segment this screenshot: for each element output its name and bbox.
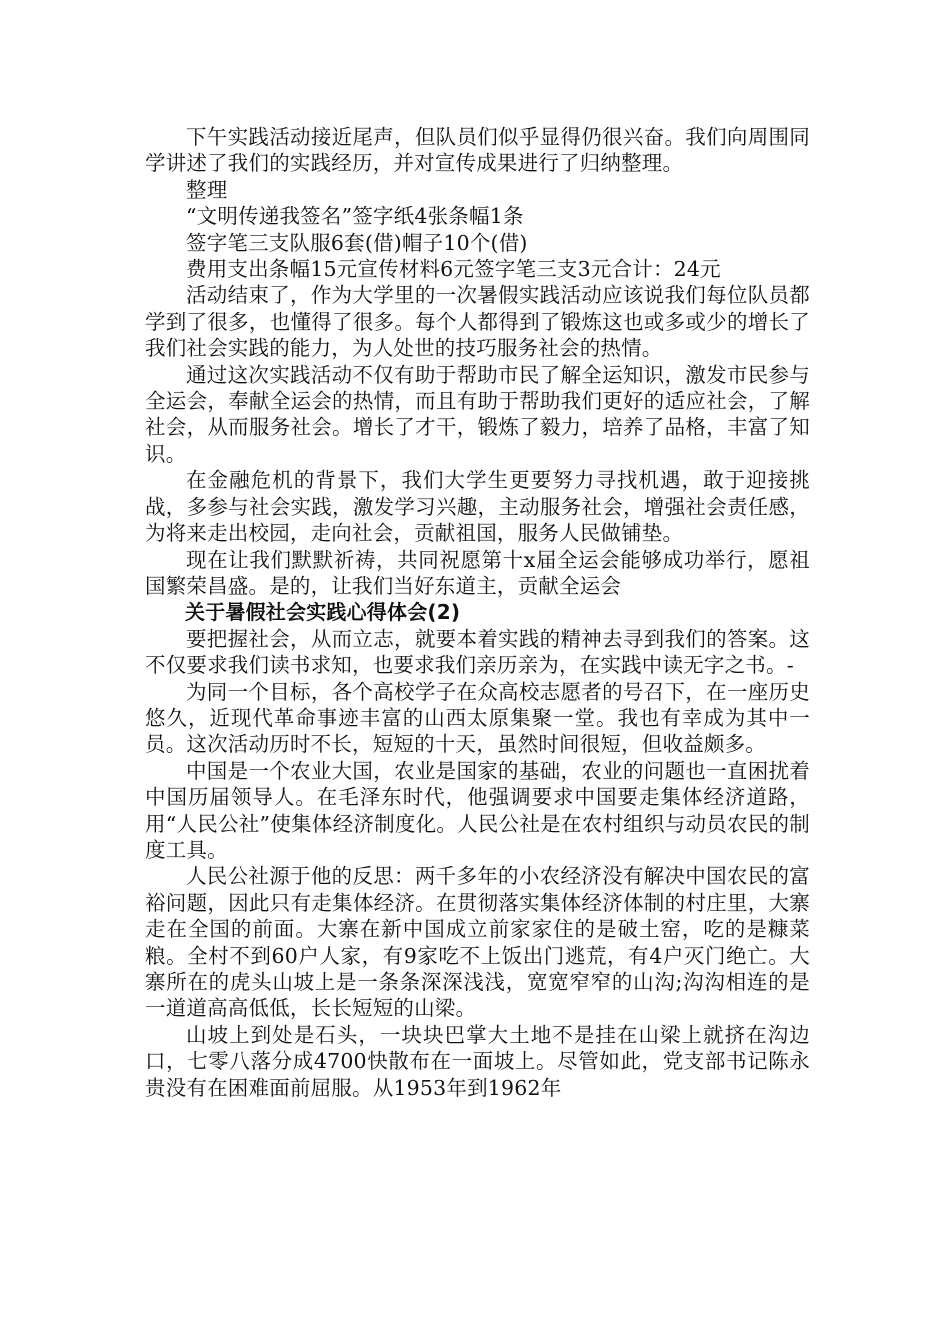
paragraph-same-goal: 为同一个目标，各个高校学子在众高校志愿者的号召下，在一座历史悠久，近现代革命事迹丰富的山西太原集聚一堂。我也有幸成为其中一员。这次活动历时不长，短短的十天，虽然时间很短，但收益颇多。 (145, 679, 810, 757)
paragraph-prayer: 现在让我们默默祈祷，共同祝愿第十x届全运会能够成功举行，愿祖国繁荣昌盛。是的，让我们当好东道主，贡献全运会 (145, 547, 810, 598)
paragraph-organize: 整理 (186, 177, 228, 202)
paragraph-grasp-society: 要把握社会，从而立志，就要本着实践的精神去寻到我们的答案。这不仅要求我们读书求知，也要求我们亲历亲为，在实践中读无字之书。- (145, 626, 810, 678)
paragraph-equipment: 签字笔三支队服6套(借)帽子10个(借) (186, 230, 528, 255)
paragraph-peoples-commune: 人民公社源于他的反思：两千多年的小农经济没有解决中国农民的富裕问题，因此只有走集体经济。在贯彻落实集体经济体制的村庄里，大寨走在全国的前面。大寨在新中国成立前家家住的是破土窑，吃的是糠菜粮。全村不到60户人家，有9家吃不上饭出门逃荒，有4户灭门绝亡。大寨所在的虎头山坡上是一条条深深浅浅，宽宽窄窄的山沟;沟沟相连的是一道道高高低低，长长短短的山梁。 (145, 864, 810, 1021)
paragraph-agriculture: 中国是一个农业大国，农业是国家的基础，农业的问题也一直困扰着中国历届领导人。在毛泽东时代，他强调要求中国要走集体经济道路，用“人民公社”使集体经济制度化。人民公社是在农村组织与动员农民的制度工具。 (145, 758, 810, 862)
paragraph-activity-summary: 活动结束了，作为大学里的一次暑假实践活动应该说我们每位队员都学到了很多，也懂得了很多。每个人都得到了锻炼这也或多或少的增长了我们社会实践的能力，为人处世的技巧服务社会的热情。 (145, 283, 810, 361)
paragraph-benefits: 通过这次实践活动不仅有助于帮助市民了解全运知识，激发市民参与全运会，奉献全运会的热情，而且有助于帮助我们更好的适应社会，了解社会，从而服务社会。增长了才干，锻炼了毅力，培养了品格，丰富了知识。 (145, 362, 810, 466)
section-heading: 关于暑假社会实践心得体会(2) (185, 600, 461, 625)
paragraph-practice-end: 下午实践活动接近尾声，但队员们似乎显得仍很兴奋。我们向周围同学讲述了我们的实践经历，并对宣传成果进行了归纳整理。 (145, 125, 810, 176)
paragraph-materials: “文明传递我签名”签字纸4张条幅1条 (186, 204, 524, 229)
document-page (145, 124, 810, 1101)
paragraph-hillside: 山坡上到处是石头，一块块巴掌大土地不是挂在山梁上就挤在沟边口，七零八落分成4700快散布在一面坡上。尽管如此，党支部书记陈永贵没有在困难面前屈服。从1953年到1962年 (145, 1022, 810, 1100)
paragraph-expenses: 费用支出条幅15元宣传材料6元签字笔三支3元合计：24元 (186, 257, 721, 282)
paragraph-financial-crisis: 在金融危机的背景下，我们大学生更要努力寻找机遇，敢于迎接挑战，多参与社会实践，激发学习兴趣，主动服务社会，增强社会责任感，为将来走出校园，走向社会，贡献祖国，服务人民做铺垫。 (145, 468, 810, 546)
